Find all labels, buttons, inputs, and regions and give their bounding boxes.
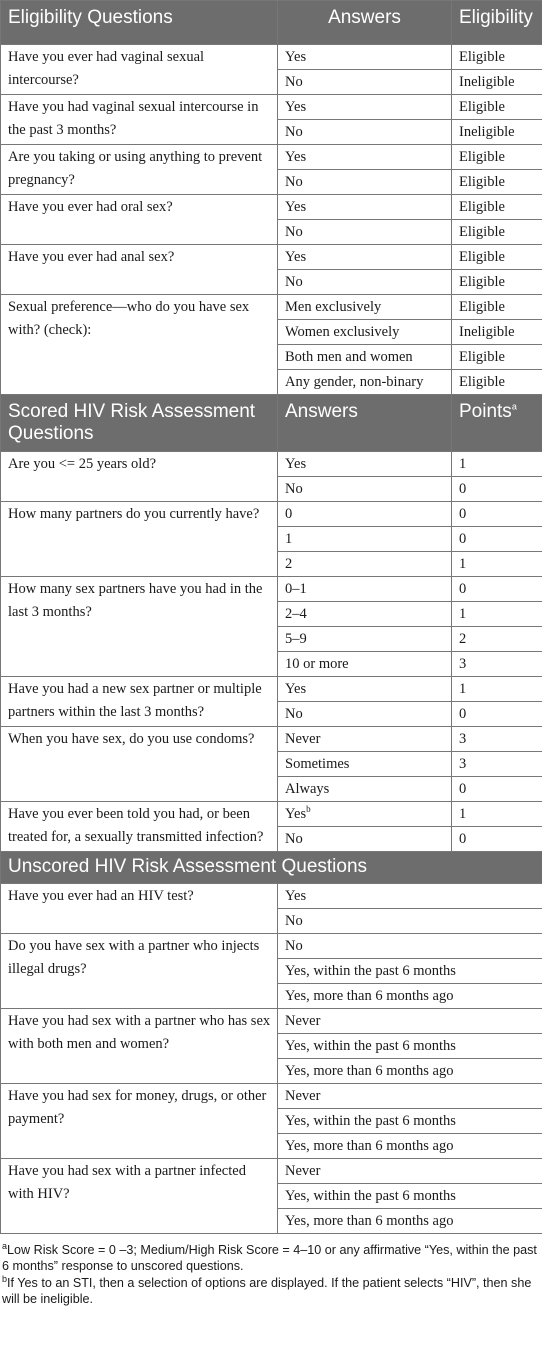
answer-cell	[278, 245, 452, 270]
question-cell: Have you ever had oral sex?	[1, 195, 278, 245]
footnote-text: If Yes to an STI, then a selection of options are displayed. If the patient selects “HIV”, then she will be ineligible.	[2, 1276, 532, 1306]
answer-cell	[278, 827, 452, 852]
answer-cell	[278, 627, 452, 652]
points-cell: 3	[452, 652, 542, 677]
answer-cell	[278, 70, 452, 95]
answer-label: Sometimes	[285, 756, 350, 772]
points-cell: 0	[452, 527, 542, 552]
answer-label: No	[285, 831, 303, 847]
answer-cell	[278, 702, 452, 727]
points-cell: 0	[452, 502, 542, 527]
answer-label: Men exclusively	[285, 299, 382, 315]
table-row	[1, 934, 542, 959]
answer-cell	[278, 502, 452, 527]
points-cell: 0	[452, 577, 542, 602]
answer-label: 2–4	[285, 606, 307, 622]
answer-label: No	[285, 481, 303, 497]
question-cell: Have you had sex with a partner infected with HIV?	[1, 1159, 278, 1234]
question-cell: Sexual preference—who do you have sex with? (check):	[1, 295, 278, 395]
section-header	[1, 1, 542, 45]
points-cell: 0	[452, 777, 542, 802]
table-row	[1, 95, 542, 120]
answer-cell	[278, 1109, 542, 1134]
table-row	[1, 45, 542, 70]
footnote-marker: a	[2, 1240, 8, 1251]
table-row	[1, 802, 542, 827]
answer-cell	[278, 345, 452, 370]
points-cell: 1	[452, 552, 542, 577]
table-row	[1, 195, 542, 220]
answer-cell	[278, 984, 542, 1009]
question-cell: Have you had vaginal sexual intercourse in the past 3 months?	[1, 95, 278, 145]
answers-header: Answers	[278, 1, 452, 45]
header-label: Points	[459, 401, 512, 422]
table-row	[1, 1159, 542, 1184]
answer-label: Women exclusively	[285, 324, 400, 340]
answer-cell	[278, 195, 452, 220]
question-cell: Have you had sex for money, drugs, or other payment?	[1, 1084, 278, 1159]
question-cell: Have you ever been told you had, or been treated for, a sexually transmitted infection?	[1, 802, 278, 852]
points-cell: 1	[452, 677, 542, 702]
eligibility-cell: Ineligible	[452, 70, 542, 95]
answer-label: Both men and women	[285, 349, 413, 365]
points-header	[452, 395, 542, 452]
answer-label: No	[285, 938, 303, 954]
answer-cell	[278, 477, 452, 502]
answer-cell	[278, 884, 542, 909]
points-cell: 0	[452, 477, 542, 502]
answer-label: Yes	[285, 99, 307, 115]
footnotes	[0, 1234, 542, 1307]
answers-header: Answers	[278, 395, 452, 452]
table-body	[1, 1, 542, 1234]
answer-label: Yes	[285, 49, 307, 65]
points-cell: 1	[452, 802, 542, 827]
answer-cell	[278, 1084, 542, 1109]
question-cell: How many sex partners have you had in the last 3 months?	[1, 577, 278, 677]
eligibility-cell: Ineligible	[452, 120, 542, 145]
table-row	[1, 884, 542, 909]
answer-label: Yes, more than 6 months ago	[285, 1213, 454, 1229]
answer-label: No	[285, 224, 303, 240]
answer-cell	[278, 677, 452, 702]
answer-label: Yes, within the past 6 months	[285, 1038, 456, 1054]
answer-cell	[278, 527, 452, 552]
answer-label: 0–1	[285, 581, 307, 597]
table-row	[1, 145, 542, 170]
section-title: Eligibility Questions	[1, 1, 278, 45]
eligibility-cell: Ineligible	[452, 320, 542, 345]
footnote-marker: a	[511, 401, 517, 412]
footnote-marker: b	[2, 1273, 8, 1284]
answer-label: Yes	[285, 199, 307, 215]
answer-cell	[278, 934, 542, 959]
answer-cell	[278, 802, 452, 827]
answer-cell	[278, 270, 452, 295]
answer-label: Yes	[285, 456, 307, 472]
question-cell: How many partners do you currently have?	[1, 502, 278, 577]
question-cell: Have you ever had an HIV test?	[1, 884, 278, 934]
answer-label: No	[285, 706, 303, 722]
answer-cell	[278, 1034, 542, 1059]
question-cell: Have you ever had anal sex?	[1, 245, 278, 295]
answer-label: 10 or more	[285, 656, 349, 672]
section-header	[1, 395, 542, 452]
answer-cell	[278, 652, 452, 677]
answer-label: Never	[285, 1013, 321, 1029]
question-cell: Have you had a new sex partner or multiple partners within the last 3 months?	[1, 677, 278, 727]
answer-label: Yes, more than 6 months ago	[285, 988, 454, 1004]
answer-label: No	[285, 274, 303, 290]
table-row	[1, 1009, 542, 1034]
answer-cell	[278, 1184, 542, 1209]
answer-label: Yes	[285, 149, 307, 165]
points-cell: 0	[452, 702, 542, 727]
section-title: Scored HIV Risk Assessment Questions	[1, 395, 278, 452]
answer-label: Yes, more than 6 months ago	[285, 1063, 454, 1079]
header-label: Eligibility	[459, 7, 533, 28]
answer-label: Yes	[285, 806, 307, 822]
answer-cell	[278, 320, 452, 345]
table-row	[1, 245, 542, 270]
table-row	[1, 677, 542, 702]
question-cell: Are you <= 25 years old?	[1, 452, 278, 502]
answer-label: Any gender, non-binary	[285, 374, 424, 390]
answer-label: Yes, within the past 6 months	[285, 1113, 456, 1129]
answer-cell	[278, 145, 452, 170]
answer-cell	[278, 727, 452, 752]
table-row	[1, 452, 542, 477]
answer-label: 5–9	[285, 631, 307, 647]
answer-cell	[278, 1009, 542, 1034]
answer-cell	[278, 170, 452, 195]
eligibility-cell: Eligible	[452, 370, 542, 395]
answer-label: No	[285, 174, 303, 190]
answer-cell	[278, 370, 452, 395]
answer-cell	[278, 1159, 542, 1184]
answer-label: No	[285, 74, 303, 90]
eligibility-cell: Eligible	[452, 345, 542, 370]
eligibility-cell: Eligible	[452, 95, 542, 120]
eligibility-cell: Eligible	[452, 245, 542, 270]
points-cell: 3	[452, 752, 542, 777]
section-header	[1, 852, 542, 884]
answer-label: Never	[285, 1088, 321, 1104]
eligibility-cell: Eligible	[452, 270, 542, 295]
answer-cell	[278, 1059, 542, 1084]
answer-cell	[278, 45, 452, 70]
question-cell: When you have sex, do you use condoms?	[1, 727, 278, 802]
points-cell: 1	[452, 452, 542, 477]
answer-cell	[278, 295, 452, 320]
answer-label: 0	[285, 506, 293, 522]
table-row	[1, 502, 542, 527]
answer-label: Yes	[285, 681, 307, 697]
question-cell: Have you ever had vaginal sexual intercourse?	[1, 45, 278, 95]
table-row	[1, 295, 542, 320]
answer-label: Yes, within the past 6 months	[285, 1188, 456, 1204]
answer-label: Always	[285, 781, 330, 797]
footnote	[2, 1242, 542, 1274]
answer-cell	[278, 909, 542, 934]
answer-label: Never	[285, 731, 321, 747]
answer-cell	[278, 752, 452, 777]
points-cell: 1	[452, 602, 542, 627]
answer-label: Never	[285, 1163, 321, 1179]
eligibility-cell: Eligible	[452, 170, 542, 195]
points-cell: 3	[452, 727, 542, 752]
points-cell: 2	[452, 627, 542, 652]
footnote-marker: b	[306, 804, 311, 815]
answer-label: No	[285, 124, 303, 140]
answer-label: Yes	[285, 888, 307, 904]
eligibility-header	[452, 1, 542, 45]
answer-label: Yes	[285, 249, 307, 265]
answer-cell	[278, 552, 452, 577]
question-cell: Have you had sex with a partner who has sex with both men and women?	[1, 1009, 278, 1084]
eligibility-cell: Eligible	[452, 45, 542, 70]
answer-label: Yes, more than 6 months ago	[285, 1138, 454, 1154]
answer-label: No	[285, 913, 303, 929]
section-title: Unscored HIV Risk Assessment Questions	[1, 852, 542, 884]
question-cell: Do you have sex with a partner who injects illegal drugs?	[1, 934, 278, 1009]
question-cell: Are you taking or using anything to prevent pregnancy?	[1, 145, 278, 195]
answer-label: 1	[285, 531, 293, 547]
answer-cell	[278, 1209, 542, 1234]
table-row	[1, 1084, 542, 1109]
table-row	[1, 577, 542, 602]
answer-cell	[278, 220, 452, 245]
answer-cell	[278, 452, 452, 477]
answer-cell	[278, 602, 452, 627]
answer-cell	[278, 959, 542, 984]
eligibility-cell: Eligible	[452, 145, 542, 170]
eligibility-cell: Eligible	[452, 295, 542, 320]
footnote-text: Low Risk Score = 0 –3; Medium/High Risk Score = 4–10 or any affirmative “Yes, within the past 6 months” response to unscored questions.	[2, 1243, 537, 1273]
points-cell: 0	[452, 827, 542, 852]
footnote	[2, 1275, 542, 1307]
answer-cell	[278, 95, 452, 120]
eligibility-cell: Eligible	[452, 195, 542, 220]
answer-cell	[278, 577, 452, 602]
eligibility-cell: Eligible	[452, 220, 542, 245]
table-row	[1, 727, 542, 752]
answer-label: 2	[285, 556, 293, 572]
answer-cell	[278, 777, 452, 802]
answer-cell	[278, 120, 452, 145]
answer-cell	[278, 1134, 542, 1159]
answer-label: Yes, within the past 6 months	[285, 963, 456, 979]
